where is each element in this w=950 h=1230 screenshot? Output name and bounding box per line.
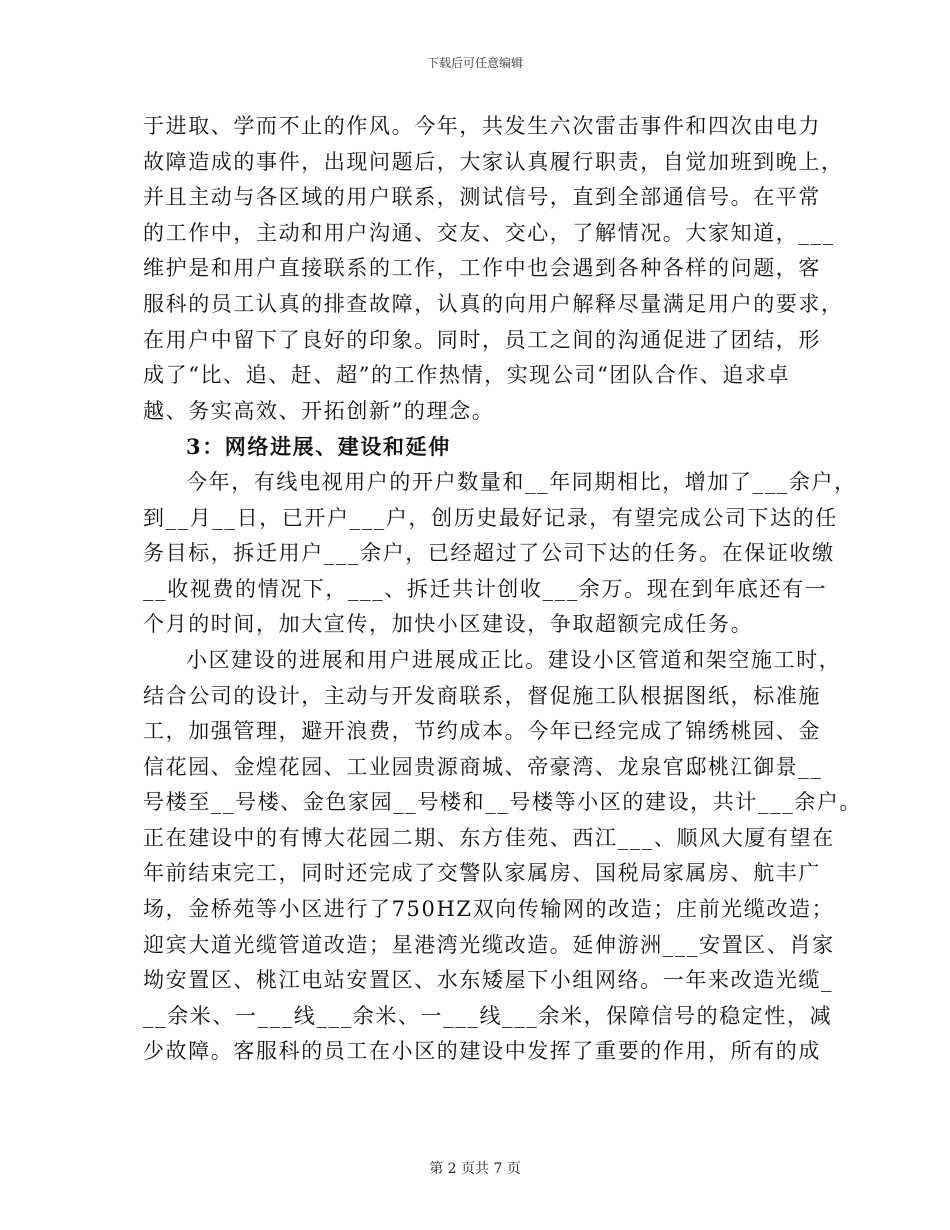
text-line: 于进取、学而不止的作风。今年，共发生六次雷击事件和四次由电力 [143,114,821,138]
text-line: 的工作中，主动和用户沟通、交友、交心，了解情况。大家知道，___ [143,220,835,245]
text-line: 正在建设中的有博大花园二期、东方佳苑、西江___、顺风大厦有望在 [143,825,835,850]
text-line: 故障造成的事件，出现问题后，大家认真履行职责，自觉加班到晚上， [143,149,844,174]
document-body [0,109,950,1070]
text-line: 少故障。客服科的员工在小区的建设中发挥了重要的作用，所有的成 [143,1039,821,1064]
text-line: __收视费的情况下，___、拆迁共计创收___余万。现在到年底还有一 [143,576,828,601]
section-heading: 3：网络进展、建设和延伸 [186,434,451,460]
text-line: __余米、一___线___余米、一___线___余米，保障信号的稳定性，减 [143,1003,833,1028]
text-line: 在用户中留下了良好的印象。同时，员工之间的沟通促进了团结，形 [143,327,821,352]
text-line: 个月的时间，加大宣传，加快小区建设，争取超额完成任务。 [143,612,754,637]
text-line: 场，金桥苑等小区进行了750HZ双向传输网的改造；庄前光缆改造； [143,897,835,922]
text-line: 务目标，拆迁用户___余户，已经超过了公司下达的任务。在保证收缴 [143,541,835,566]
text-line: 年前结束完工，同时还完成了交警队家属房、国税局家属房、航丰广 [143,861,821,886]
text-line: 坳安置区、桃江电站安置区、水东矮屋下小组网络。一年来改造光缆_ [143,968,834,993]
text-line: 到__月__日，已开户___户，创历史最好记录，有望完成公司下达的任 [143,505,838,530]
text-line: 今年，有线电视用户的开户数量和__年同期相比，增加了___余户， [186,469,857,494]
page-footer: 第 2 页共 7 页 [429,1161,521,1177]
page-header: 下载后可任意编辑 [426,56,523,70]
text-line: 并且主动与各区域的用户联系，测试信号，直到全部通信号。在平常 [143,185,821,210]
text-line: 小区建设的进展和用户进展成正比。建设小区管道和架空施工时， [186,647,842,672]
text-line: 信花园、金煌花园、工业园贵源商城、帝豪湾、龙泉官邸桃江御景__ [143,754,823,779]
text-line: 迎宾大道光缆管道改造；星港湾光缆改造。延伸游洲___安置区、肖家 [143,932,835,957]
text-line: 服科的员工认真的排查故障，认真的向用户解释尽量满足用户的要求， [143,291,844,316]
text-line: 号楼至__号楼、金色家园__号楼和__号楼等小区的建设，共计___余户。 [143,790,863,815]
text-line: 越、务实高效、开拓创新”的理念。 [143,398,495,423]
text-line: 维护是和用户直接联系的工作，工作中也会遇到各种各样的问题，客 [143,256,821,281]
text-line: 工，加强管理，避开浪费，节约成本。今年已经完成了锦绣桃园、金 [143,719,821,744]
text-line: 成了“比、追、赶、超”的工作热情，实现公司“团队合作、追求卓 [143,363,791,388]
text-line: 结合公司的设计，主动与开发商联系，督促施工队根据图纸，标准施 [143,683,821,708]
